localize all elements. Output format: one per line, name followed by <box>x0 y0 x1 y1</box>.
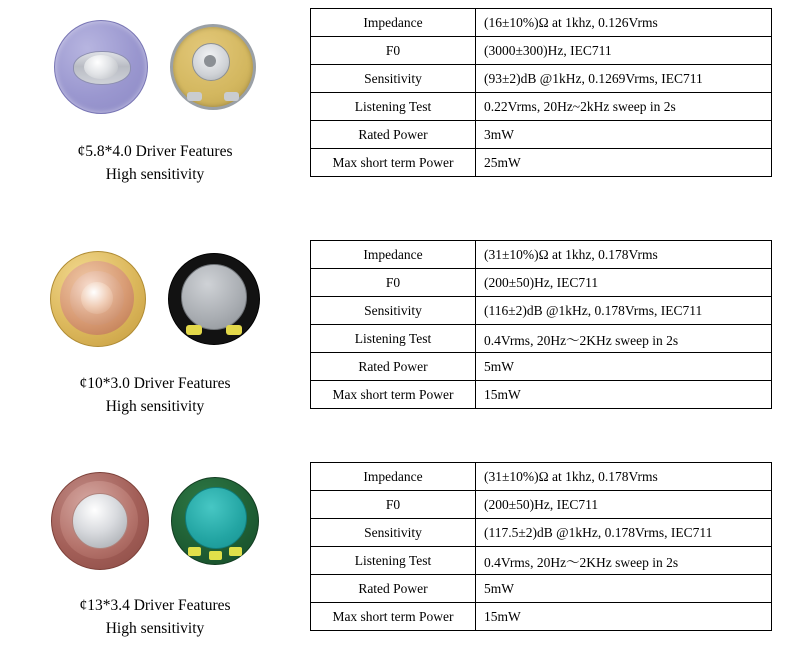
product-image-column-3 <box>0 462 310 641</box>
spec-table-1 <box>310 8 772 177</box>
driver-front-view-icon <box>50 251 146 347</box>
table-row <box>311 519 772 547</box>
spec-value: (93±2)dB @1kHz, 0.1269Vrms, IEC711 <box>476 65 772 93</box>
product-caption-line2: High sensitivity <box>105 166 205 184</box>
table-row <box>311 353 772 381</box>
spec-key: F0 <box>311 269 476 297</box>
product-caption-line2: High sensitivity <box>105 398 205 416</box>
driver-contact-pad-left-icon <box>188 547 201 556</box>
product-caption-line1: ¢10*3.0 Driver Features <box>79 375 231 392</box>
spec-value: (3000±300)Hz, IEC711 <box>476 37 772 65</box>
product-caption-3 <box>79 594 230 641</box>
spec-key: Max short term Power <box>311 381 476 409</box>
driver-magnet-ring-icon <box>185 487 247 549</box>
spec-key: Sensitivity <box>311 65 476 93</box>
spec-value: 0.4Vrms, 20Hz～2KHz sweep in 2s <box>476 547 772 575</box>
product-caption-2 <box>79 372 230 419</box>
spec-key: Max short term Power <box>311 149 476 177</box>
spec-value: (16±10%)Ω at 1khz, 0.126Vrms <box>476 9 772 37</box>
driver-contact-pad-left-icon <box>186 325 202 335</box>
spec-value: 5mW <box>476 353 772 381</box>
table-row <box>311 65 772 93</box>
driver-section-3 <box>0 462 800 641</box>
driver-contact-pad-left-icon <box>187 92 202 101</box>
spec-value: 15mW <box>476 603 772 631</box>
driver-front-view-icon <box>51 472 149 570</box>
product-caption-1 <box>78 140 233 187</box>
table-row <box>311 9 772 37</box>
driver-magnet-ring-icon <box>181 264 247 330</box>
driver-dome-icon <box>72 493 128 549</box>
driver-back-view-icon <box>170 24 256 110</box>
product-image-column-2 <box>0 240 310 419</box>
spec-value: (116±2)dB @1kHz, 0.178Vrms, IEC711 <box>476 297 772 325</box>
spec-key: Impedance <box>311 9 476 37</box>
driver-section-1 <box>0 8 800 187</box>
spec-key: Max short term Power <box>311 603 476 631</box>
spec-key: Rated Power <box>311 121 476 149</box>
driver-center-hole-icon <box>204 55 216 67</box>
driver-back-view-icon <box>168 253 260 345</box>
driver-images-1 <box>54 8 256 126</box>
table-row <box>311 297 772 325</box>
spec-key: Sensitivity <box>311 519 476 547</box>
driver-images-3 <box>51 462 259 580</box>
table-row <box>311 241 772 269</box>
table-row <box>311 121 772 149</box>
product-caption-line1: ¢5.8*4.0 Driver Features <box>77 143 233 160</box>
table-row <box>311 603 772 631</box>
driver-dome-icon <box>81 282 113 314</box>
driver-images-2 <box>50 240 260 358</box>
table-row <box>311 325 772 353</box>
table-row <box>311 149 772 177</box>
table-row <box>311 381 772 409</box>
driver-contact-pad-right-icon <box>229 547 242 556</box>
spec-value: 0.4Vrms, 20Hz～2KHz sweep in 2s <box>476 325 772 353</box>
spec-table-column-2 <box>310 240 780 409</box>
spec-value: (31±10%)Ω at 1khz, 0.178Vrms <box>476 241 772 269</box>
driver-contact-pad-right-icon <box>226 325 242 335</box>
spec-value: 3mW <box>476 121 772 149</box>
spec-value: (200±50)Hz, IEC711 <box>476 269 772 297</box>
product-image-column-1 <box>0 8 310 187</box>
table-row <box>311 269 772 297</box>
spec-key: Listening Test <box>311 325 476 353</box>
driver-back-view-icon <box>171 477 259 565</box>
spec-value: 15mW <box>476 381 772 409</box>
table-row <box>311 37 772 65</box>
table-row <box>311 463 772 491</box>
driver-front-view-icon <box>54 20 148 114</box>
spec-key: Sensitivity <box>311 297 476 325</box>
spec-value: 0.22Vrms, 20Hz~2kHz sweep in 2s <box>476 93 772 121</box>
table-row <box>311 93 772 121</box>
driver-section-2 <box>0 240 800 419</box>
spec-value: (31±10%)Ω at 1khz, 0.178Vrms <box>476 463 772 491</box>
spec-key: Rated Power <box>311 575 476 603</box>
spec-key: Impedance <box>311 241 476 269</box>
spec-key: Listening Test <box>311 93 476 121</box>
spec-value: (200±50)Hz, IEC711 <box>476 491 772 519</box>
driver-contact-pad-center-icon <box>209 551 222 560</box>
driver-dome-icon <box>84 55 118 79</box>
spec-table-column-3 <box>310 462 780 631</box>
product-caption-line1: ¢13*3.4 Driver Features <box>79 597 231 614</box>
spec-key: F0 <box>311 491 476 519</box>
table-row <box>311 575 772 603</box>
spec-value: 5mW <box>476 575 772 603</box>
spec-key: Rated Power <box>311 353 476 381</box>
spec-key: F0 <box>311 37 476 65</box>
table-row <box>311 491 772 519</box>
spec-table-3 <box>310 462 772 631</box>
table-row <box>311 547 772 575</box>
product-caption-line2: High sensitivity <box>105 620 205 638</box>
spec-value: 25mW <box>476 149 772 177</box>
spec-table-column-1 <box>310 8 780 177</box>
spec-value: (117.5±2)dB @1kHz, 0.178Vrms, IEC711 <box>476 519 772 547</box>
spec-key: Impedance <box>311 463 476 491</box>
spec-key: Listening Test <box>311 547 476 575</box>
driver-contact-pad-right-icon <box>224 92 239 101</box>
spec-table-2 <box>310 240 772 409</box>
